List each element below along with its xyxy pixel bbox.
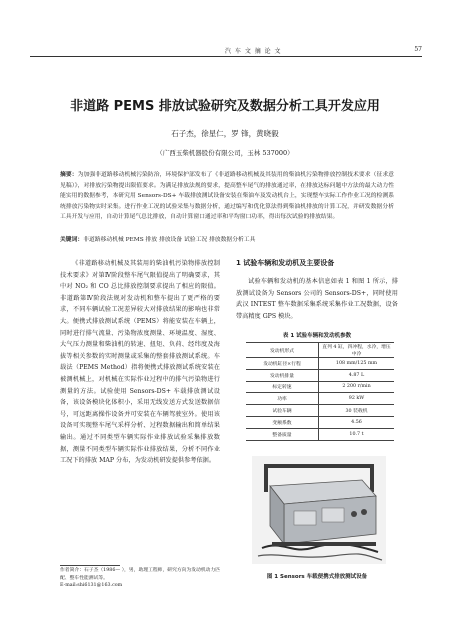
connector-icon: [361, 509, 367, 515]
connector-icon: [351, 511, 357, 517]
table-cell: 直列 4 缸，四冲程，水冷，增压中冷: [319, 343, 395, 358]
table-cell: 发动机排量: [246, 369, 319, 381]
figure-1-caption: 图 1 Sensors 车载便携式排放测试设备: [266, 574, 368, 580]
footnote-rule: [60, 565, 120, 566]
table-row: [246, 343, 394, 358]
table-row: [246, 428, 394, 440]
page-number: 57: [414, 46, 422, 53]
table-cell: 2 200 r/min: [319, 381, 395, 393]
table-cell: 108 mm/125 mm: [319, 358, 395, 370]
table-1: [246, 342, 394, 441]
abstract-label: 摘要：: [60, 172, 78, 178]
table-cell: 92 kW: [319, 393, 395, 405]
running-header: [30, 46, 422, 57]
table-cell: 发动机缸径×行程: [246, 358, 319, 370]
front-panel: [294, 511, 316, 525]
base-rail: [272, 542, 376, 546]
keywords-text: 非道路移动机械 PEMS 排放 排放设备 试验工况 排放数据分析工具: [83, 237, 256, 243]
table-row: [246, 369, 394, 381]
section-1-heading: 1 试验车辆和发动机及主要设备: [236, 259, 335, 267]
table-row: [246, 393, 394, 405]
figure-1-equipment-photo: [252, 456, 386, 564]
frame-post: [264, 464, 268, 492]
table-1-caption: 表 1 试验车辆和发动机参数: [282, 333, 352, 339]
intro-paragraph: 《非道路移动机械及其装用的柴油机污染物排放控制技术要求》对第Ⅳ阶段整车尾气限值提出了明确要求，其中对 NO₂ 和 CO 总比排放控制要求提出了相应的限值。非道路第Ⅳ阶段法规对发动机和整车提出了更严格的要求，不同车辆试验工况差异较大对排放结果的影响也非常大。便携式排放测试系统（PEMS）将能安装在车辆上，同时进行排气流量、污染物浓度测量、环境温度、湿度、大气压力测量和柴油机的转速、扭矩、负荷、经纬度及海拔等相关参数的实时测量或采集的整套排放测试系统。车载法（PEMS Method）指将便携式排放测试系统安装在被测机械上，对机械在实际作业过程中的排气污染物进行测量的方法。试验使用 Sensors-DS+ 车载排放测试设备，该设备模块化体积小，采用无线发送方式发送数据信号，可远距离操作设备并可安装在车辆驾驶室外。使用该设备可实现整车尾气采样分析、过程数据输出和简单结果输出。通过不同类型车辆实际作业排放试验采集排放数据，测量不同类型车辆实际作业排放结果，分析不同作业工况下的排放 MAP 分布，为发动机研发提供参考依据。: [60, 260, 220, 465]
table-cell: 标定转速: [246, 381, 319, 393]
affiliation: （广西玉柴机器股份有限公司，玉林 537000）: [156, 149, 294, 157]
abstract: [60, 170, 394, 223]
frame-rail: [264, 464, 374, 468]
table-cell: 10.7 t: [319, 428, 395, 440]
table-row: [246, 381, 394, 393]
table-cell: 4.56: [319, 416, 395, 428]
table-cell: 整备质量: [246, 428, 319, 440]
journal-name: 汽 车 文 摘 论 文: [225, 48, 282, 55]
keywords: [60, 234, 394, 243]
footnote-author: 作者简介：石子杰（1986— ），男，助理工程师，研究方向为发动机动力匹配、整车性能测试等。: [60, 568, 221, 581]
frame-post: [370, 464, 374, 492]
author-list: 石子杰，徐星仁，罗 锋，黄晓毅: [171, 129, 279, 138]
table-cell: 功率: [246, 393, 319, 405]
table-cell: 变额系数: [246, 416, 319, 428]
table-row: [246, 416, 394, 428]
keywords-label: 关键词：: [60, 237, 84, 243]
table-cell: 4.87 L: [319, 369, 395, 381]
section-1-paragraph: 试验车辆和发动机的基本信息如表 1 和图 1 所示，排放测试设备为 Sensors 公司的 Sensors-DS+，同时使用武汉 INTEST 整车数据采集系统采集作业工况数据，设备带高精度 GPS 模块。: [236, 278, 398, 320]
table-cell: 30 装载机: [319, 405, 395, 417]
abstract-text: 为加强非道路移动机械污染防治，环境保护部发布了《非道路移动机械及其装用的柴油机污染物排放控制技术要求（征求意见稿）》，对排放污染物提出限值要求。为满足排放法规的要求，提高整车尾气的排放通过率，在排放达标问题中方法的最大动力性能实用的数据参考，本研究用 Sensors-DS+ 车载排放测试设备安装在柴油车及发动机台上，实现整车实际工作作业工况的检测系统排放污染物实时采集。进行作业工况的试验采集与数据分析，通过编写和优化算法得到柴油机排放的计算工况，并研发数据分析工具开发与应用，自动计算尾气总比排放，自动计算窗口通过率和平均窗口功率，得出每次试验的排放结果。: [60, 172, 394, 220]
table-cell: 试验车辆: [246, 405, 319, 417]
front-panel: [322, 508, 344, 522]
footnote-email: E-mail:shi6131@163.com: [60, 583, 123, 588]
table-cell: 发动机形式: [246, 343, 319, 358]
table-row: [246, 405, 394, 417]
paper-title: 非道路 PEMS 排放试验研究及数据分析工具开发应用: [70, 99, 380, 114]
table-row: [246, 358, 394, 370]
